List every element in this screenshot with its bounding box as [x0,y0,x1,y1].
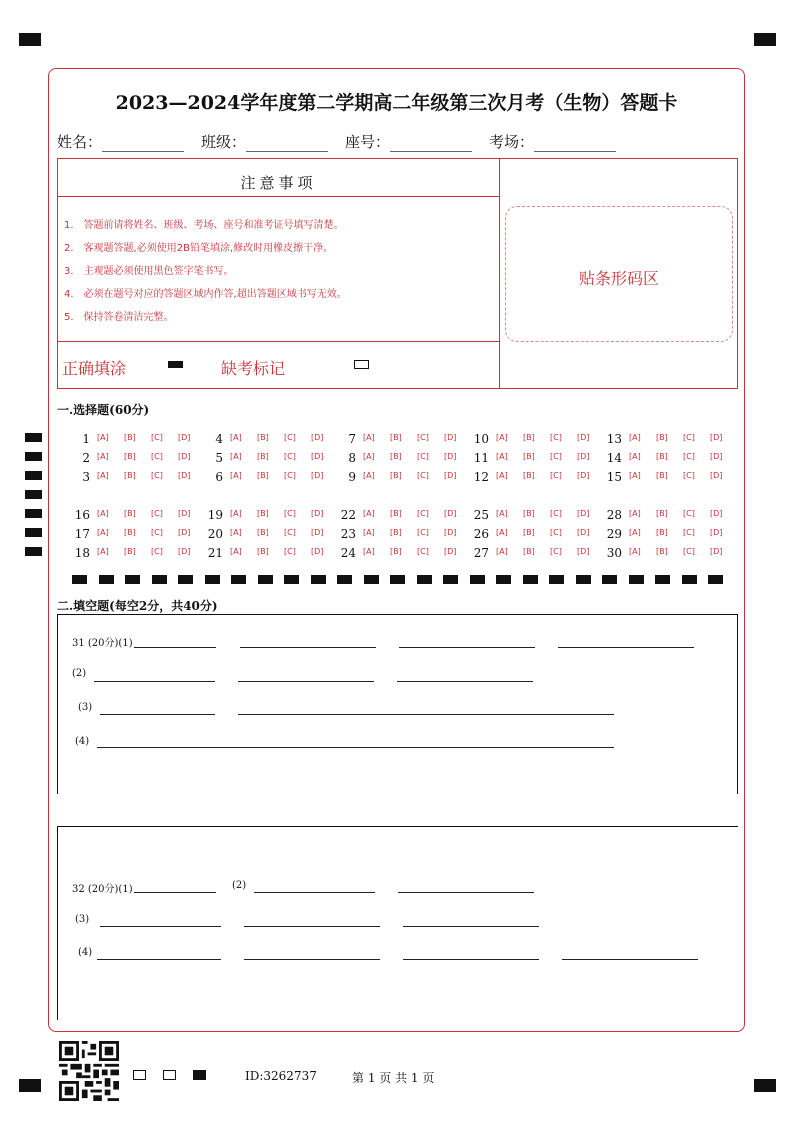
room-line[interactable] [534,137,616,152]
question-number: 11 [473,451,489,465]
answer-bubble-c[interactable]: [C] [151,471,163,480]
timing-mark [72,575,87,584]
answer-bubble-a[interactable]: [A] [230,471,242,480]
name-label: 姓名： [57,133,103,151]
timing-mark [682,575,697,584]
answer-bubble-a[interactable]: [A] [496,452,508,461]
q31-blank[interactable] [399,647,535,648]
q31-part-label: (4) [75,736,90,747]
answer-bubble-b[interactable]: [B] [257,471,269,480]
answer-bubble-b[interactable]: [B] [523,547,535,556]
answer-bubble-b[interactable]: [B] [124,433,136,442]
q31-answer-box [57,614,738,794]
answer-bubble-a[interactable]: [A] [230,452,242,461]
answer-bubble-b[interactable]: [B] [124,547,136,556]
row-marker [25,528,42,537]
q31-blank[interactable] [100,714,215,715]
question-number: 4 [215,432,223,446]
timing-mark [364,575,379,584]
notes-divider-bottom [57,341,500,342]
footer-box [133,1070,146,1080]
answer-bubble-b[interactable]: [B] [656,509,668,518]
notes-divider-title [57,196,500,197]
question-number: 24 [340,546,356,560]
answer-bubble-a[interactable]: [A] [97,433,109,442]
answer-bubble-c[interactable]: [C] [550,471,562,480]
timing-mark [311,575,326,584]
answer-bubble-d[interactable]: [D] [444,433,457,442]
answer-bubble-a[interactable]: [A] [97,528,109,537]
answer-bubble-b[interactable]: [B] [523,509,535,518]
seat-line[interactable] [390,137,472,152]
question-number: 2 [82,451,90,465]
question-number: 13 [606,432,622,446]
timing-mark [443,575,458,584]
row-marker [25,490,42,499]
q32-blank[interactable] [398,892,534,893]
answer-bubble-c[interactable]: [C] [417,528,429,537]
question-number: 20 [207,527,223,541]
answer-bubble-c[interactable]: [C] [151,547,163,556]
timing-mark [708,575,723,584]
name-field[interactable] [57,131,184,152]
q31-part-label: (2) [72,668,87,679]
q31-blank[interactable] [240,647,376,648]
answer-bubble-d[interactable]: [D] [710,509,723,518]
q32-blank[interactable] [244,959,380,960]
question-number: 21 [207,546,223,560]
answer-bubble-a[interactable]: [A] [97,547,109,556]
class-label: 班级： [201,133,247,151]
timing-mark [99,575,114,584]
answer-bubble-a[interactable]: [A] [97,471,109,480]
q32-blank[interactable] [244,926,380,927]
question-number: 10 [473,432,489,446]
timing-mark [655,575,670,584]
q31-blank[interactable] [134,647,216,648]
q32-part-label: (4) [78,947,93,958]
q32-part-label: (2) [232,880,247,891]
notes-title: 注意事项 [240,174,317,192]
footer-box [163,1070,176,1080]
answer-bubble-b[interactable]: [B] [390,471,402,480]
question-number: 17 [74,527,90,541]
question-number: 19 [207,508,223,522]
answer-bubble-d[interactable]: [D] [178,509,191,518]
row-marker [25,471,42,480]
answer-bubble-c[interactable]: [C] [550,433,562,442]
answer-bubble-d[interactable]: [D] [710,452,723,461]
answer-bubble-d[interactable]: [D] [444,452,457,461]
answer-bubble-d[interactable]: [D] [577,471,590,480]
answer-bubble-a[interactable]: [A] [230,547,242,556]
answer-bubble-c[interactable]: [C] [683,433,695,442]
corner-mark-top-left [19,33,41,46]
question-number: 30 [606,546,622,560]
answer-bubble-c[interactable]: [C] [284,433,296,442]
question-number: 8 [348,451,356,465]
answer-bubble-d[interactable]: [D] [710,433,723,442]
answer-bubble-d[interactable]: [D] [311,452,324,461]
class-line[interactable] [246,137,328,152]
answer-bubble-c[interactable]: [C] [417,452,429,461]
answer-bubble-b[interactable]: [B] [124,528,136,537]
answer-bubble-c[interactable]: [C] [284,509,296,518]
corner-mark-bottom-right [754,1079,776,1092]
answer-bubble-a[interactable]: [A] [97,509,109,518]
answer-bubble-d[interactable]: [D] [577,433,590,442]
answer-bubble-d[interactable]: [D] [311,509,324,518]
timing-mark [523,575,538,584]
q32-blank[interactable] [100,926,221,927]
answer-bubble-a[interactable]: [A] [363,471,375,480]
answer-bubble-c[interactable]: [C] [151,452,163,461]
timing-mark [602,575,617,584]
name-line[interactable] [102,137,184,152]
question-number: 7 [348,432,356,446]
correct-fill-sample [168,361,183,368]
answer-bubble-d[interactable]: [D] [178,547,191,556]
row-marker [25,433,42,442]
timing-mark [258,575,273,584]
row-marker [25,452,42,461]
answer-bubble-d[interactable]: [D] [710,528,723,537]
note-item: 5. 保持答卷清洁完整。 [64,312,174,323]
qr-code-icon [59,1041,119,1101]
note-item: 2. 客观题答题,必须使用2B铅笔填涂,修改时用橡皮擦干净。 [64,243,334,254]
timing-mark [125,575,140,584]
question-number: 22 [340,508,356,522]
section-title-choice: 一.选择题(60分) [57,403,150,417]
answer-bubble-d[interactable]: [D] [311,528,324,537]
answer-bubble-a[interactable]: [A] [496,547,508,556]
q32-label: 32 (20分)(1) [72,884,133,895]
answer-bubble-b[interactable]: [B] [390,433,402,442]
room-field[interactable] [489,131,616,152]
answer-bubble-a[interactable]: [A] [629,509,641,518]
answer-bubble-b[interactable]: [B] [390,509,402,518]
answer-bubble-d[interactable]: [D] [444,547,457,556]
note-item: 4. 必须在题号对应的答题区域内作答,超出答题区域书写无效。 [64,289,347,300]
answer-bubble-d[interactable]: [D] [577,452,590,461]
question-number: 5 [215,451,223,465]
answer-bubble-b[interactable]: [B] [523,528,535,537]
answer-bubble-a[interactable]: [A] [363,433,375,442]
answer-bubble-b[interactable]: [B] [523,433,535,442]
answer-bubble-a[interactable]: [A] [496,509,508,518]
answer-bubble-d[interactable]: [D] [577,547,590,556]
answer-bubble-d[interactable]: [D] [311,471,324,480]
answer-bubble-d[interactable]: [D] [444,528,457,537]
answer-bubble-d[interactable]: [D] [710,471,723,480]
question-number: 14 [606,451,622,465]
answer-bubble-b[interactable]: [B] [257,433,269,442]
answer-bubble-b[interactable]: [B] [523,471,535,480]
q31-blank[interactable] [558,647,694,648]
question-number: 16 [74,508,90,522]
answer-bubble-a[interactable]: [A] [496,528,508,537]
answer-bubble-b[interactable]: [B] [124,452,136,461]
q31-blank[interactable] [397,681,533,682]
room-label: 考场： [489,133,535,151]
answer-bubble-b[interactable]: [B] [390,528,402,537]
answer-bubble-d[interactable]: [D] [178,471,191,480]
timing-mark [337,575,352,584]
answer-bubble-b[interactable]: [B] [656,528,668,537]
answer-bubble-a[interactable]: [A] [496,433,508,442]
timing-mark [390,575,405,584]
corner-mark-top-right [754,33,776,46]
answer-bubble-c[interactable]: [C] [550,528,562,537]
correct-fill-label: 正确填涂 [62,359,127,378]
timing-mark [152,575,167,584]
absent-mark-label: 缺考标记 [221,359,286,378]
question-number: 6 [215,470,223,484]
answer-bubble-c[interactable]: [C] [151,433,163,442]
question-number: 15 [606,470,622,484]
q32-blank[interactable] [97,959,221,960]
answer-bubble-c[interactable]: [C] [550,509,562,518]
answer-bubble-d[interactable]: [D] [311,547,324,556]
answer-bubble-b[interactable]: [B] [257,528,269,537]
answer-bubble-d[interactable]: [D] [178,452,191,461]
answer-bubble-c[interactable]: [C] [417,547,429,556]
answer-bubble-a[interactable]: [A] [496,471,508,480]
timing-mark [549,575,564,584]
answer-bubble-b[interactable]: [B] [656,547,668,556]
question-number: 3 [82,470,90,484]
answer-bubble-d[interactable]: [D] [710,547,723,556]
answer-bubble-c[interactable]: [C] [284,452,296,461]
question-number: 23 [340,527,356,541]
answer-bubble-c[interactable]: [C] [550,547,562,556]
answer-bubble-d[interactable]: [D] [178,433,191,442]
page-title: 2023—2024学年度第二学期高二年级第三次月考（生物）答题卡 [115,92,678,114]
question-number: 12 [473,470,489,484]
question-number: 9 [348,470,356,484]
answer-bubble-c[interactable]: [C] [417,433,429,442]
answer-bubble-a[interactable]: [A] [629,547,641,556]
answer-bubble-c[interactable]: [C] [683,547,695,556]
answer-bubble-b[interactable]: [B] [656,452,668,461]
answer-bubble-a[interactable]: [A] [363,452,375,461]
answer-bubble-c[interactable]: [C] [151,509,163,518]
corner-mark-bottom-left [19,1079,41,1092]
note-item: 3. 主观题必须使用黑色签字笔书写。 [64,266,234,277]
answer-bubble-a[interactable]: [A] [230,509,242,518]
row-marker [25,509,42,518]
row-marker [25,547,42,556]
answer-bubble-b[interactable]: [B] [523,452,535,461]
answer-bubble-b[interactable]: [B] [257,509,269,518]
q31-label: 31 (20分)(1) [72,638,133,649]
q31-part-label: (3) [78,702,93,713]
q31-blank[interactable] [94,681,215,682]
question-number: 26 [473,527,489,541]
timing-mark [284,575,299,584]
question-number: 25 [473,508,489,522]
question-number: 29 [606,527,622,541]
seat-field[interactable] [345,131,472,152]
q32-blank[interactable] [403,959,539,960]
page-number: 第 1 页 共 1 页 [352,1071,435,1085]
timing-mark [496,575,511,584]
section-title-fill: 二.填空题(每空2分，共40分) [57,599,218,613]
q31-blank[interactable] [97,747,614,748]
answer-bubble-c[interactable]: [C] [151,528,163,537]
q32-part-label: (3) [75,914,90,925]
answer-bubble-a[interactable]: [A] [363,509,375,518]
answer-bubble-b[interactable]: [B] [124,509,136,518]
answer-bubble-b[interactable]: [B] [656,471,668,480]
class-field[interactable] [201,131,328,152]
answer-bubble-a[interactable]: [A] [629,471,641,480]
timing-mark [178,575,193,584]
seat-label: 座号： [345,133,391,151]
answer-bubble-a[interactable]: [A] [97,452,109,461]
timing-mark [470,575,485,584]
answer-bubble-b[interactable]: [B] [124,471,136,480]
note-item: 1. 答题前请将姓名、班级、考场、座号和准考证号填写清楚。 [64,220,344,231]
answer-bubble-c[interactable]: [C] [683,528,695,537]
q32-blank[interactable] [134,892,216,893]
answer-bubble-c[interactable]: [C] [284,547,296,556]
footer-box-filled [193,1070,206,1080]
q32-blank[interactable] [403,926,539,927]
absent-mark-box[interactable] [354,360,369,369]
answer-bubble-a[interactable]: [A] [363,528,375,537]
answer-bubble-d[interactable]: [D] [178,528,191,537]
answer-bubble-c[interactable]: [C] [683,509,695,518]
answer-bubble-c[interactable]: [C] [683,471,695,480]
answer-bubble-c[interactable]: [C] [683,452,695,461]
answer-bubble-d[interactable]: [D] [444,509,457,518]
answer-bubble-d[interactable]: [D] [311,433,324,442]
timing-mark [629,575,644,584]
q31-blank[interactable] [238,714,614,715]
barcode-area-label: 贴条形码区 [578,269,659,288]
answer-bubble-d[interactable]: [D] [577,528,590,537]
answer-bubble-a[interactable]: [A] [363,547,375,556]
answer-bubble-c[interactable]: [C] [417,471,429,480]
answer-bubble-c[interactable]: [C] [417,509,429,518]
answer-bubble-a[interactable]: [A] [230,528,242,537]
answer-bubble-a[interactable]: [A] [629,528,641,537]
q32-blank[interactable] [562,959,698,960]
question-number: 28 [606,508,622,522]
answer-bubble-d[interactable]: [D] [444,471,457,480]
exam-id: ID:3262737 [245,1069,317,1083]
timing-mark [417,575,432,584]
question-number: 1 [82,432,90,446]
timing-mark [231,575,246,584]
question-number: 27 [473,546,489,560]
timing-mark [576,575,591,584]
answer-bubble-a[interactable]: [A] [629,433,641,442]
answer-bubble-b[interactable]: [B] [390,452,402,461]
timing-mark [205,575,220,584]
q32-blank[interactable] [254,892,375,893]
q32-answer-box [57,826,738,1020]
answer-bubble-b[interactable]: [B] [257,547,269,556]
answer-bubble-b[interactable]: [B] [656,433,668,442]
answer-bubble-c[interactable]: [C] [284,528,296,537]
answer-bubble-a[interactable]: [A] [230,433,242,442]
answer-bubble-c[interactable]: [C] [284,471,296,480]
question-number: 18 [74,546,90,560]
answer-bubble-b[interactable]: [B] [257,452,269,461]
q31-blank[interactable] [238,681,374,682]
answer-bubble-b[interactable]: [B] [390,547,402,556]
answer-bubble-d[interactable]: [D] [577,509,590,518]
answer-bubble-c[interactable]: [C] [550,452,562,461]
answer-bubble-a[interactable]: [A] [629,452,641,461]
